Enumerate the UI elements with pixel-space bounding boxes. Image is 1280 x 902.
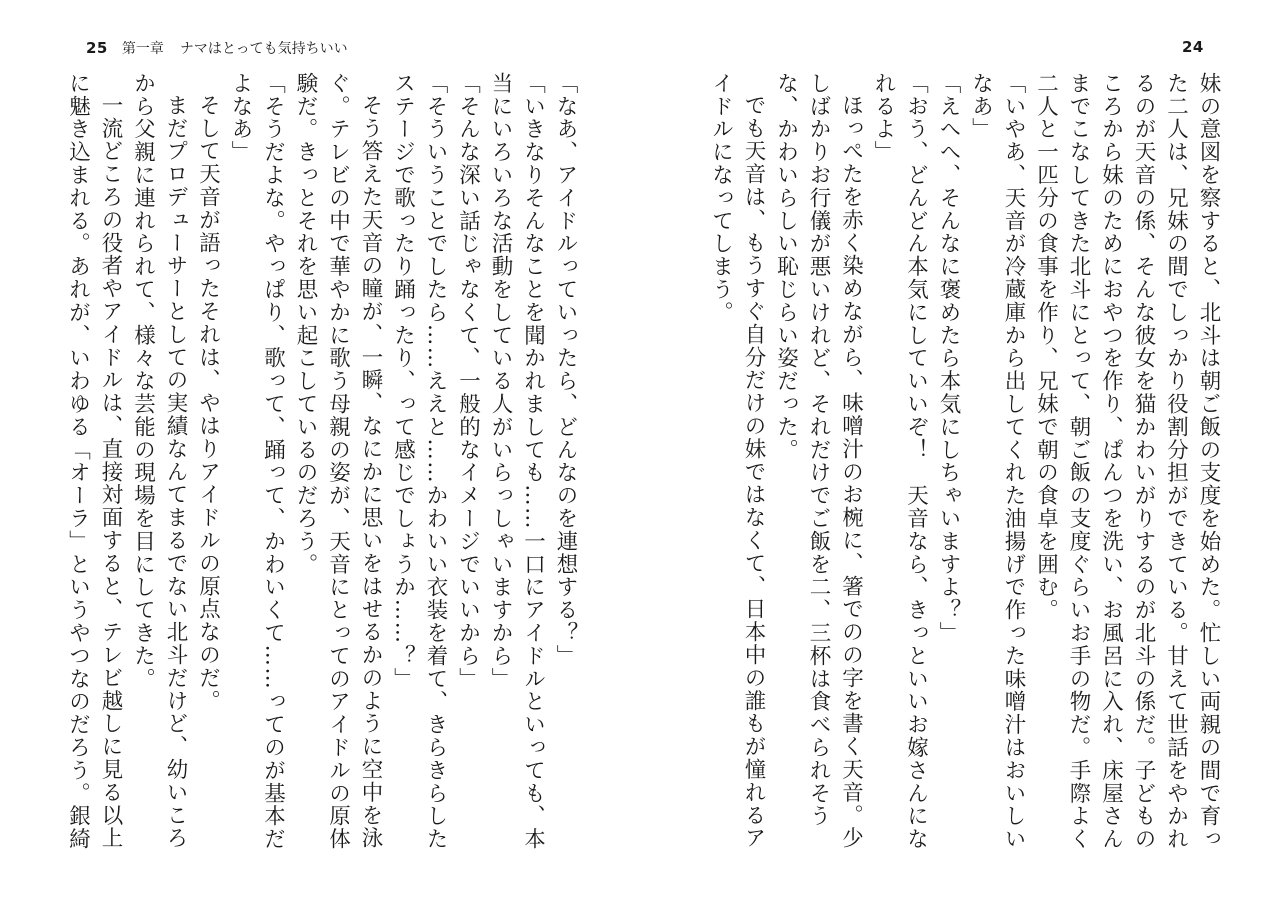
text-line: 妹の意図を察すると、北斗は朝ご飯の支度を始めた。忙しい両親の間で育った二人は、兄妹の間でしっかり役割分担ができている。甘えて世話をやかれるのが天音の係、そんな彼女を猫かわいがりするのが北斗の係だ。子どものころから妹のためにおやつを作り、ぱんつを洗い、お風呂に入れ、床屋さんまでこなしてきた北斗にとって、朝ご飯の支度ぐらいお手の物だ。手際よく二人と一匹分の食事を作り、兄妹で朝の食卓を囲む。 (1033, 72, 1221, 851)
text-line: 一流どころの役者やアイドルは、直接対面すると、テレビ越しに見る以上に魅き込まれる。あれが、いわゆる「オーラ」というやつなのだろう。銀綺 (65, 72, 123, 851)
text-line: 「そんな深い話じゃなくて、一般的なイメージでいいから」 (455, 72, 481, 691)
text-line: 「いやあ、天音が冷蔵庫から出してくれた油揚げで作った味噌汁はおいしいなあ」 (968, 72, 1026, 851)
left-page-header (86, 38, 348, 62)
page-number: 24 (1182, 38, 1204, 56)
left-page-body (61, 72, 581, 872)
text-line: そして天音が語ったそれは、やはりアイドルの原点なのだ。 (195, 93, 221, 712)
right-page (640, 0, 1280, 902)
text-line: 「おう、どんどん本気にしていいぞ！ 天音なら、きっといいお嫁さんになれるよ」 (871, 72, 929, 851)
text-line: 「そうだよな。やっぱり、歌って、踊って、かわいくて……ってのが基本だよなあ」 (228, 72, 286, 851)
text-line: そう答えた天音の瞳が、一瞬、なにかに思いをはせるかのように空中を泳ぐ。テレビの中で華やかに歌う母親の姿が、天音にとってのアイドルの原体験だ。きっとそれを思い起こしているのだろう。 (293, 72, 383, 851)
text-line: 「えへへ、そんなに褒めたら本気にしちゃいますよ？」 (936, 72, 961, 645)
right-page-body (704, 72, 1224, 872)
text-line: まだプロデューサーとしての実績なんてまるでない北斗だけど、幼いころから父親に連れられて、様々な芸能の現場を目にしてきた。 (130, 72, 188, 850)
text-line: 「いきなりそんなことを聞かれましても……一口にアイドルといっても、本当にいろいろな活動をしている人がいらっしゃいますから」 (488, 72, 546, 851)
right-page-header (1182, 38, 1204, 62)
chapter-label: 第一章 (121, 41, 164, 57)
text-line: でも天音は、もうすぐ自分だけの妹ではなくて、日本中の誰もが憧れるアイドルになってしまう。 (708, 72, 766, 850)
text-line: ほっぺたを赤く染めながら、味噌汁のお椀に、箸でのの字を書く天音。少しばかりお行儀が悪いけれど、それだけでご飯を二、三杯は食べられそうな、かわいらしい恥じらい姿だった。 (773, 72, 864, 850)
text-line: 「そういうことでしたら……ええと……かわいい衣装を着て、きらきらしたステージで歌ったり踊ったり、って感じでしょうか……？」 (390, 72, 448, 851)
text-line: 「なあ、アイドルっていったら、どんなのを連想する？」 (553, 72, 578, 668)
chapter-title: ナマはとっても気持ちいい (179, 41, 348, 57)
page-number: 25 (86, 39, 108, 57)
